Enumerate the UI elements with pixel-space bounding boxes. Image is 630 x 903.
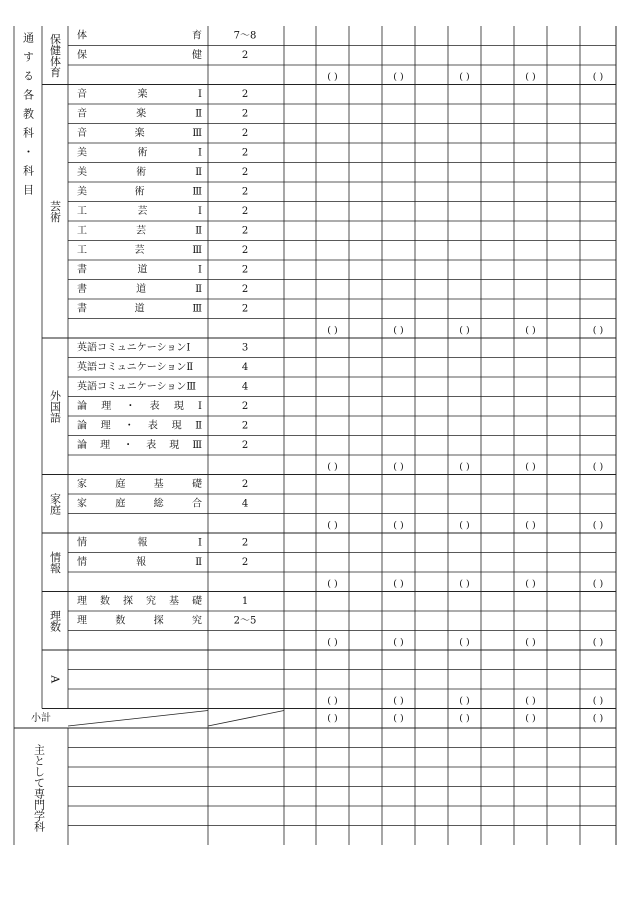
paren-placeholder: ( ) [393,578,404,590]
paren-placeholder: ( ) [393,461,404,473]
paren-placeholder: ( ) [459,519,470,531]
paren-placeholder: ( ) [459,695,470,707]
credits-value: 2 [241,88,249,100]
subject-name: 書道Ⅲ [77,303,202,315]
subject-name: 体育 [77,30,202,42]
credits-value: 2 [241,147,249,159]
paren-placeholder: ( ) [459,636,470,648]
specialized-subjects-label: 主として専門学科 [32,744,46,832]
paren-placeholder: ( ) [592,578,604,590]
subtotal-label: 小計 [31,712,51,724]
subject-name: 美術Ⅱ [77,166,202,178]
paren-placeholder: ( ) [327,578,338,590]
subject-name: 書道Ⅰ [77,264,202,276]
subtotal-diagonal [68,711,208,727]
paren-placeholder: ( ) [393,324,404,336]
credits-value: 4 [241,498,249,510]
group-label: 芸術 [48,200,62,223]
credits-value: 2 [241,166,249,178]
paren-placeholder: ( ) [327,636,338,648]
credits-value: 2 [241,537,249,549]
subject-name: 書道Ⅱ [77,283,202,295]
credits-value: 7～8 [233,30,257,42]
subject-name: 英語コミュニケーションⅢ [77,381,197,393]
paren-placeholder: ( ) [525,519,536,531]
group-label: 理数 [48,609,62,632]
paren-placeholder: ( ) [327,324,338,336]
subject-name: 音楽Ⅰ [77,88,202,100]
paren-placeholder: ( ) [327,71,338,83]
common-subjects-label: 通する各教科・科目 [21,32,35,203]
paren-placeholder: ( ) [525,461,536,473]
paren-placeholder: ( ) [525,324,536,336]
group-label: 保健体育 [48,33,62,78]
paren-placeholder: ( ) [327,712,338,724]
paren-placeholder: ( ) [393,712,404,724]
credits-value: 4 [241,381,249,393]
subject-name: 美術Ⅰ [77,147,202,159]
credits-value: 2 [241,127,249,139]
paren-placeholder: ( ) [459,461,470,473]
paren-placeholder: ( ) [592,636,604,648]
paren-placeholder: ( ) [592,712,604,724]
subtotal-diagonal [208,711,284,727]
paren-placeholder: ( ) [525,695,536,707]
subject-name: 家庭総合 [77,498,202,510]
subject-name: 保健 [77,49,202,61]
paren-placeholder: ( ) [393,519,404,531]
credits-value: 2 [241,244,249,256]
subject-name: 英語コミュニケーションⅡ [77,361,194,373]
group-label: 情報 [48,551,62,574]
subject-name: 論理・表現Ⅲ [77,439,202,451]
paren-placeholder: ( ) [525,71,536,83]
credits-value: 2 [241,303,249,315]
group-label: 家庭 [48,492,62,515]
paren-placeholder: ( ) [327,461,338,473]
subject-name: 家庭基礎 [77,478,202,490]
paren-placeholder: ( ) [525,712,536,724]
paren-placeholder: ( ) [327,519,338,531]
paren-placeholder: ( ) [459,71,470,83]
paren-placeholder: ( ) [592,519,604,531]
paren-placeholder: ( ) [393,636,404,648]
credits-value: 2 [241,264,249,276]
subject-name: 工芸Ⅱ [77,225,202,237]
paren-placeholder: ( ) [393,71,404,83]
subject-name: 音楽Ⅱ [77,108,202,120]
credits-value: 3 [241,342,249,354]
paren-placeholder: ( ) [459,578,470,590]
group-label: A [48,675,62,684]
paren-placeholder: ( ) [393,695,404,707]
paren-placeholder: ( ) [525,578,536,590]
credits-value: 2 [241,108,249,120]
table-text-layer [22,28,604,832]
subject-name: 工芸Ⅰ [77,205,202,217]
credits-value: 2 [241,283,249,295]
subject-name: 情報Ⅰ [77,537,202,549]
credits-value: 2 [241,439,249,451]
credits-value: 2 [241,205,249,217]
credits-value: 1 [241,595,249,607]
paren-placeholder: ( ) [327,695,338,707]
subject-name: 音楽Ⅲ [77,127,202,139]
credits-value: 2 [241,556,249,568]
subject-name: 論理・表現Ⅱ [77,420,202,432]
credits-value: 2 [241,478,249,490]
credits-value: 4 [241,361,249,373]
paren-placeholder: ( ) [592,461,604,473]
subject-name: 工芸Ⅲ [77,244,202,256]
credits-value: 2 [241,49,249,61]
paren-placeholder: ( ) [459,324,470,336]
subject-name: 美術Ⅲ [77,186,202,198]
paren-placeholder: ( ) [592,695,604,707]
credits-value: 2 [241,400,249,412]
paren-placeholder: ( ) [459,712,470,724]
credits-value: 2 [241,225,249,237]
subject-name: 論理・表現Ⅰ [77,400,202,412]
subject-name: 英語コミュニケーションⅠ [77,342,191,354]
credits-value: 2 [241,186,249,198]
credits-value: 2～5 [233,615,257,627]
credits-value: 2 [241,420,249,432]
paren-placeholder: ( ) [592,324,604,336]
group-label: 外国語 [48,389,62,423]
subject-name: 理数探究基礎 [77,595,202,607]
subject-name: 理数探究 [77,615,202,627]
paren-placeholder: ( ) [525,636,536,648]
paren-placeholder: ( ) [592,71,604,83]
subject-name: 情報Ⅱ [77,556,202,568]
